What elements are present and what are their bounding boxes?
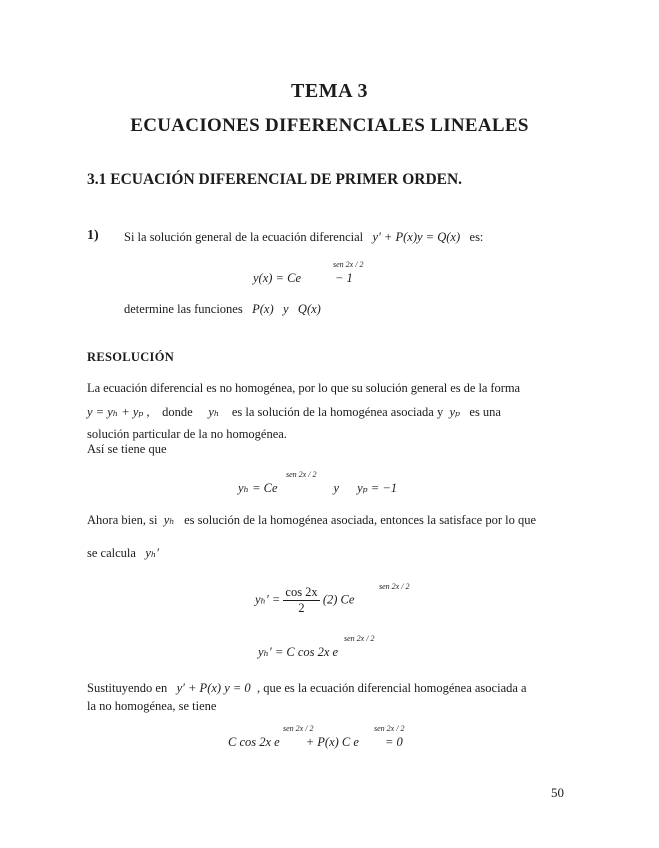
satisface-text: es solución de la homogénea asociada, entonces la satisface por lo que (184, 513, 537, 527)
general-solution-equation (253, 260, 364, 286)
homogeneous-equation: y′ + P(x) y = 0 (176, 681, 251, 695)
paragraph-line-3: solución particular de la no homogénea. (87, 427, 287, 441)
eq3-part-a: C cos 2x e (228, 735, 280, 749)
eq1-lhs: yₕ′ = (255, 592, 281, 607)
eq3-exponent-a: sen 2x / 2 (283, 724, 314, 733)
page-number: 50 (551, 785, 564, 800)
homogeneous-text: es la solución de la homogénea asociada y (231, 405, 444, 419)
yh-exponent: sen 2x / 2 (286, 470, 317, 479)
donde-text: donde (162, 405, 193, 419)
eq3-part-c: = 0 (384, 735, 403, 749)
differential-equation: y′ + P(x)y = Q(x) (372, 230, 461, 244)
sustituyendo-text: Sustituyendo en (87, 681, 168, 695)
substitution-equation (228, 724, 405, 750)
chapter-subtitle: ECUACIONES DIFERENCIALES LINEALES (130, 115, 529, 136)
eq2-lhs: yₕ′ = C cos 2x e (258, 645, 339, 659)
eq1-denominator: 2 (298, 601, 305, 615)
eq1-exponent: sen 2x / 2 (379, 582, 410, 591)
problem-statement (124, 230, 483, 245)
paragraph-3-line-2: la no homogénea, se tiene (87, 699, 217, 713)
paragraph-line-1: La ecuación diferencial es no homogénea, por lo que su solución general es de la forma (87, 381, 521, 395)
solution-eq: y(x) = Ce (253, 271, 301, 285)
paragraph-line-2 (87, 405, 501, 420)
paragraph-2-line-2 (87, 546, 159, 561)
yp-equation: yₚ = −1 (357, 481, 398, 495)
determine-text: determine las funciones (124, 302, 243, 316)
derivative-equation-2 (258, 634, 375, 660)
determine-line (124, 302, 321, 317)
asociada-text: , que es la ecuación diferencial homogénea asociada a (256, 681, 527, 695)
yh-symbol-2: yₕ (163, 513, 175, 527)
function-p: P(x) (252, 302, 274, 316)
yh-symbol: yₕ (208, 405, 220, 419)
ahora-text: Ahora bien, si (87, 513, 158, 527)
function-q: Q(x) (297, 302, 321, 316)
eq3-exponent-b: sen 2x / 2 (374, 724, 405, 733)
eq1-rest: (2) Ce (322, 592, 355, 607)
y-sum-equation: y = yₕ + yₚ , (87, 405, 150, 419)
y-conjunction: y (282, 302, 289, 316)
yh-equation: yₕ = Ce (238, 481, 278, 495)
yh-yp-equations (238, 470, 398, 496)
statement-text: Si la solución general de la ecuación diferencial (124, 230, 364, 244)
paragraph-line-4: Así se tiene que (87, 442, 167, 456)
eq2-exponent: sen 2x / 2 (344, 634, 375, 643)
es-text: es: (469, 230, 484, 244)
es-una-text: es una (469, 405, 501, 419)
chapter-title: TEMA 3 (291, 80, 368, 102)
yh-prime-symbol: yₕ′ (145, 546, 160, 560)
solution-exponent: sen 2x / 2 (333, 260, 364, 269)
section-heading: 3.1 ECUACIÓN DIFERENCIAL DE PRIMER ORDEN. (87, 171, 463, 188)
eq1-numerator: cos 2x (285, 585, 318, 599)
calcula-text: se calcula (87, 546, 136, 560)
solution-tail: − 1 (335, 271, 353, 285)
paragraph-2-line-1 (87, 513, 536, 528)
paragraph-3-line-1 (87, 681, 527, 696)
y-conjunction-2: y (333, 481, 340, 495)
problem-number: 1) (87, 228, 99, 243)
eq1-fraction (283, 585, 319, 616)
yp-symbol: yₚ (449, 405, 461, 419)
eq3-part-b: + P(x) C e (305, 735, 359, 749)
resolution-heading: RESOLUCIÓN (87, 350, 175, 364)
derivative-equation-1 (255, 582, 410, 616)
